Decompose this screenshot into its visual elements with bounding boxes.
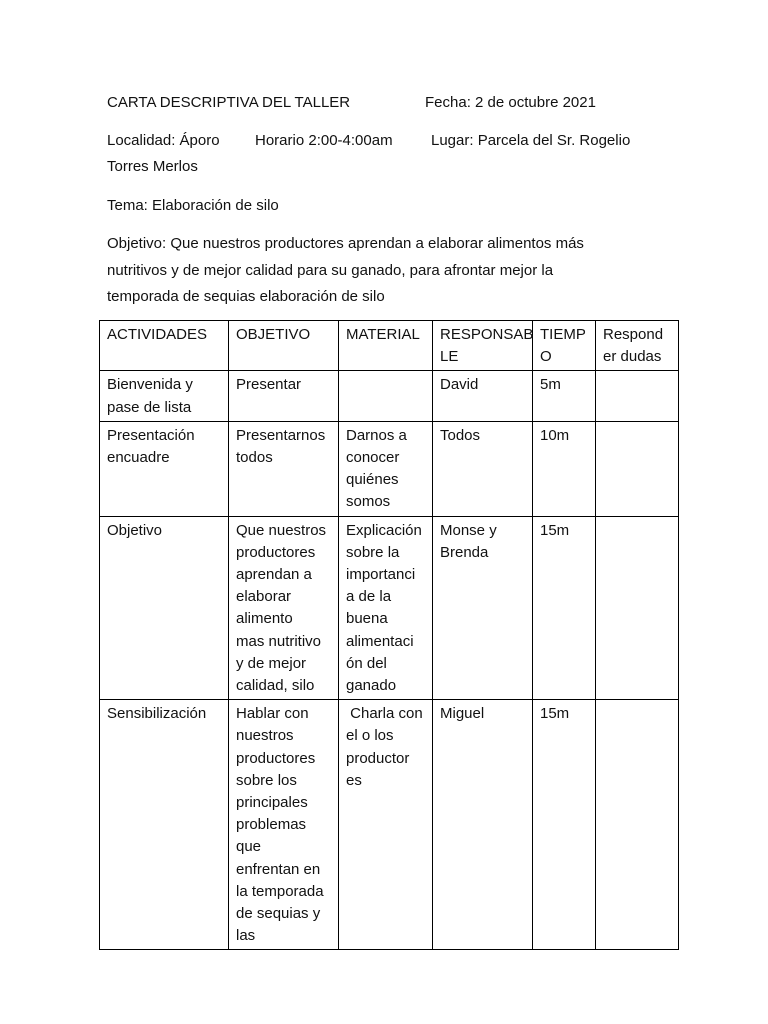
cell-questions [596, 371, 679, 421]
header-cell-questions [596, 321, 679, 371]
cell-text-line: buena [346, 610, 388, 628]
cell-text-line: problemas [236, 816, 307, 834]
cell-objective [229, 700, 339, 950]
cell-text-line: Presentación [107, 426, 195, 444]
cell-text-line: y de mejor [236, 654, 307, 672]
cell-text-line: productores [236, 543, 316, 561]
cell-objective [229, 421, 339, 516]
date-text: Fecha: 2 de octubre 2021 [425, 94, 596, 111]
cell-text-line: Bienvenida y [107, 376, 193, 394]
cell-text-line: sobre la [346, 543, 400, 561]
cell-text-line: enfrentan en [236, 860, 321, 878]
cell-text-line: principales [236, 794, 308, 812]
cell-text-line: er dudas [603, 348, 662, 366]
cell-text-line: Respond [603, 326, 664, 343]
cell-activity [100, 371, 229, 421]
cell-text-line: pase de lista [107, 398, 192, 416]
cell-text-line: Brenda [440, 543, 489, 561]
cell-text-line: ACTIVIDADES [107, 326, 208, 343]
cell-text-line: Todos [440, 426, 481, 444]
cell-text-line: Monse y [440, 521, 497, 539]
place-text: Lugar: Parcela del Sr. Rogelio [431, 132, 631, 149]
cell-text-line: 15m [540, 521, 570, 539]
cell-objective [229, 371, 339, 421]
cell-text-line: OBJETIVO [236, 326, 311, 343]
cell-text-line: encuadre [107, 449, 170, 467]
document-title: CARTA DESCRIPTIVA DEL TALLER [107, 94, 351, 111]
cell-text-line: aprendan a [236, 566, 312, 584]
objective-line: nutritivos y de mejor calidad para su ganado, para afrontar mejor la [107, 261, 554, 279]
locality-text: Localidad: Áporo [107, 132, 220, 149]
cell-text-line: Que nuestros [236, 521, 327, 539]
objective-paragraph [107, 231, 667, 311]
cell-text-line: es [346, 771, 362, 789]
cell-text-line: Presentar [236, 376, 302, 394]
cell-activity [100, 700, 229, 950]
table-header-row [100, 321, 679, 371]
cell-text-line: TIEMP [540, 326, 586, 343]
schedule-text: Horario 2:00-4:00am [255, 132, 393, 149]
cell-text-line: somos [346, 493, 391, 511]
cell-text-line: el o los [346, 727, 394, 745]
cell-text-line: MATERIAL [346, 326, 420, 343]
cell-text-line: las [236, 927, 256, 945]
header-cell-responsible [433, 321, 533, 371]
cell-text-line: que [236, 838, 262, 856]
cell-text-line: Presentarnos [236, 426, 326, 444]
cell-text-line: mas nutritivo [236, 632, 322, 650]
cell-material [339, 371, 433, 421]
cell-text-line: 10m [540, 426, 570, 444]
header-cell-activity [100, 321, 229, 371]
activities-table [99, 320, 679, 950]
cell-material [339, 421, 433, 516]
cell-text-line: 15m [540, 705, 570, 723]
cell-questions [596, 700, 679, 950]
place-text-continued: Torres Merlos [107, 158, 198, 175]
cell-text-line: de sequias y [236, 905, 321, 923]
cell-objective [229, 516, 339, 700]
table-row [100, 516, 679, 700]
objective-line: Objetivo: Que nuestros productores aprendan a elaborar alimentos más [107, 235, 584, 252]
objective-line: temporada de sequias elaboración de silo [107, 288, 385, 305]
cell-text-line: productores [236, 749, 316, 767]
topic-text: Tema: Elaboración de silo [107, 197, 279, 214]
cell-material [339, 700, 433, 950]
cell-material [339, 516, 433, 700]
cell-text-line: Miguel [440, 705, 485, 723]
cell-text-line: Hablar con [236, 705, 309, 723]
cell-responsible [433, 371, 533, 421]
cell-text-line: la temporada [236, 882, 324, 900]
cell-text-line: Explicación [346, 521, 422, 539]
cell-text-line: productor [346, 749, 410, 767]
cell-text-line: todos [236, 449, 273, 467]
cell-text-line: importanci [346, 566, 416, 584]
table-row [100, 371, 679, 421]
cell-text-line: ganado [346, 677, 397, 695]
cell-text-line: a de la [346, 588, 392, 606]
cell-text-line: Darnos a [346, 426, 407, 444]
cell-text-line: alimentaci [346, 632, 414, 650]
cell-text-line: ón del [346, 654, 387, 672]
cell-time [533, 371, 596, 421]
cell-text-line: RESPONSAB [440, 326, 534, 343]
header-cell-material [339, 321, 433, 371]
cell-activity [100, 516, 229, 700]
table-row [100, 421, 679, 516]
cell-text-line: Charla con [346, 705, 423, 723]
cell-time [533, 516, 596, 700]
cell-responsible [433, 421, 533, 516]
cell-text-line: elaborar [236, 588, 292, 606]
cell-text-line: LE [440, 348, 459, 366]
table-row [100, 700, 679, 950]
cell-activity [100, 421, 229, 516]
cell-text-line: sobre los [236, 771, 297, 789]
cell-text-line: David [440, 376, 479, 394]
cell-responsible [433, 700, 533, 950]
cell-questions [596, 516, 679, 700]
cell-time [533, 700, 596, 950]
cell-text-line: Objetivo [107, 521, 163, 539]
cell-responsible [433, 516, 533, 700]
cell-text-line: calidad, silo [236, 677, 315, 695]
cell-text-line: O [540, 348, 552, 366]
cell-text-line: quiénes [346, 471, 399, 489]
cell-text-line: conocer [346, 449, 400, 467]
header-cell-time [533, 321, 596, 371]
cell-text-line: Sensibilización [107, 705, 207, 723]
cell-time [533, 421, 596, 516]
cell-text-line: nuestros [236, 727, 294, 745]
cell-text-line: alimento [236, 610, 293, 628]
header-cell-objective [229, 321, 339, 371]
cell-text-line: 5m [540, 376, 561, 394]
cell-questions [596, 421, 679, 516]
